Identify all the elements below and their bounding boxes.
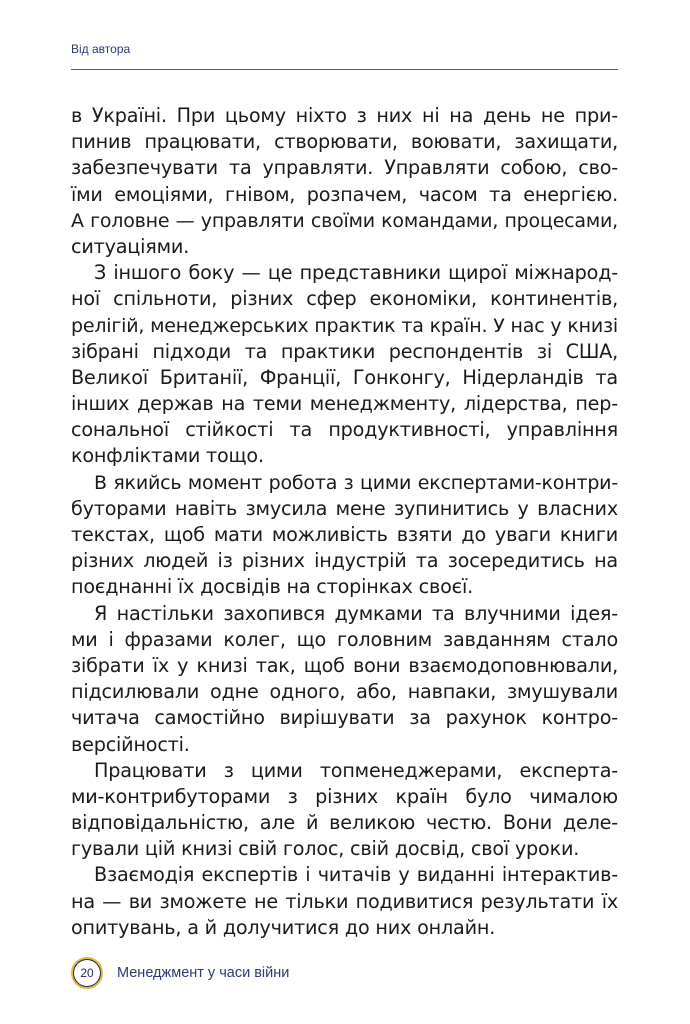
text-line: Працювати з цими топменеджерами, експерта- — [94, 758, 618, 782]
text-line: текстах, щоб мати можливість взяти до уваги книги — [71, 523, 618, 546]
text-line: на — ви зможете не тільки подивитися результати їх — [71, 889, 618, 913]
text-line: релігій, менеджерських практик та країн. У нас у книзі — [71, 314, 618, 337]
text-line: Великої Британії, Франції, Гонконгу, Нідерландів та — [71, 365, 618, 389]
paragraph — [71, 862, 618, 941]
text-line: ми і фразами колег, що головним завданням стало — [71, 627, 618, 651]
text-line: А головне — управляти своїми командами, процесами, — [71, 209, 618, 232]
body-text — [71, 103, 618, 941]
paragraph — [71, 758, 618, 863]
text-line: відповідальністю, але й великою честю. Вони деле- — [71, 811, 618, 835]
paragraph — [71, 260, 618, 470]
text-line: опитувань, а й долучитися до них онлайн. — [71, 915, 496, 939]
running-head: Від автора — [71, 42, 131, 56]
page-number-badge — [71, 957, 103, 989]
text-line: підсилювали одне одного, або, навпаки, змушували — [71, 680, 618, 704]
text-line: буторами навіть змусила мене зупинитись у власних — [71, 496, 618, 520]
paragraph — [71, 470, 618, 601]
paragraph — [71, 103, 618, 260]
text-line: ної спільноти, різних сфер економіки, континентів, — [71, 287, 618, 311]
header-divider — [71, 69, 618, 70]
text-line: ситуаціями. — [71, 234, 190, 258]
book-title: Менеджмент у часи війни — [117, 965, 290, 981]
text-line: сональної стійкості та продуктивності, управління — [71, 418, 618, 442]
text-line: В якийсь момент робота з цими експертами-контри- — [94, 471, 618, 494]
text-line: різних людей із різних індустрій та зосередитись на — [71, 549, 618, 573]
text-line: зібрані підходи та практики респондентів зі США, — [71, 339, 618, 363]
page-footer — [71, 957, 289, 989]
text-line: ми-контрибуторами з різних країн було чималою — [71, 784, 618, 808]
text-line: Я настільки захопився думками та влучними ідея- — [94, 601, 618, 625]
text-line: гували цій книзі свій голос, свій досвід, свої уроки. — [71, 837, 580, 861]
text-line: конфліктами тощо. — [71, 444, 264, 468]
text-line: З іншого боку — це представники щирої міжнарод- — [94, 261, 618, 285]
paragraph — [71, 601, 618, 758]
text-line: версійності. — [71, 732, 190, 756]
text-line: пинив працювати, створювати, воювати, захищати, — [71, 130, 618, 154]
text-line: інших держав на теми менеджменту, лідерства, пер- — [71, 392, 618, 416]
text-line: забезпечувати та управляти. Управляти собою, сво- — [71, 156, 618, 180]
page-number: 20 — [74, 960, 100, 986]
text-line: в Україні. При цьому ніхто з них ні на день не при- — [71, 104, 618, 127]
text-line: Взаємодія експертів і читачів у виданні інтерактив- — [94, 863, 618, 887]
text-line: читача самостійно вирішувати за рахунок контро- — [71, 706, 618, 730]
text-line: зібрати їх у книзі так, щоб вони взаємодоповнювали, — [71, 653, 618, 677]
text-line: їми емоціями, гнівом, розпачем, часом та енергією. — [71, 182, 618, 206]
text-line: поєднанні їх досвідів на сторінках своєї. — [71, 575, 473, 599]
